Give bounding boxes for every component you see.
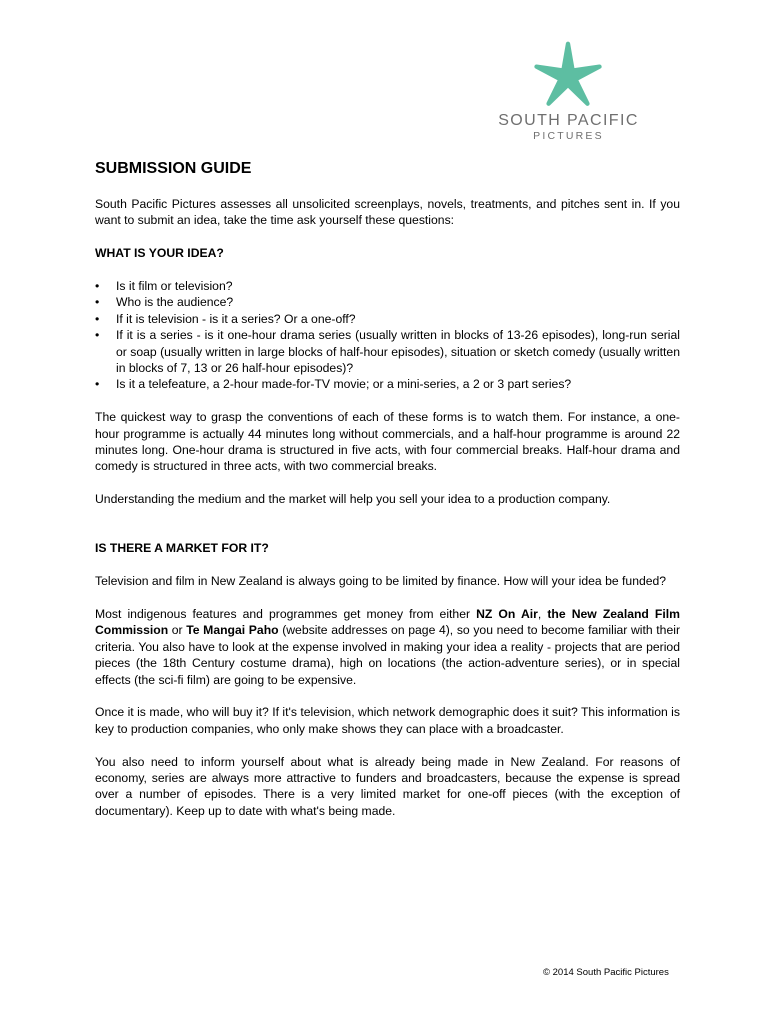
current-market-paragraph: You also need to inform yourself about what is already being made in New Zealand. For reasons of economy, series are always more attractive to funders and broadcasters, because the expense is spread over a number of episodes. There is a very limited market for one-off pieces (with the exception of documentary). Keep up to date with what's being made. <box>95 754 680 818</box>
page-title: SUBMISSION GUIDE <box>95 160 252 177</box>
finance-paragraph: Television and film in New Zealand is always going to be limited by finance. How will your idea be funded? <box>95 574 667 589</box>
funder-te-mangai-paho: Te Mangai Paho <box>186 623 279 638</box>
document-body <box>95 158 680 836</box>
medium-paragraph: Understanding the medium and the market will help you sell your idea to a production company. <box>95 492 611 507</box>
list-item: • If it is television - is it a series? Or a one-off? <box>95 311 356 326</box>
bullet-icon: • <box>95 328 100 343</box>
buyer-paragraph: Once it is made, who will buy it? If it's television, which network demographic does it suit? This information is key to production companies, who only make shows they can place with a broadcaster. <box>95 705 680 736</box>
funder-nz-on-air: NZ On Air <box>476 607 538 622</box>
logo-line-1: SOUTH PACIFIC <box>498 112 639 129</box>
bullet-icon: • <box>95 311 100 326</box>
conventions-paragraph: The quickest way to grasp the conventions of each of these forms is to watch them. For instance, a one-hour programme is actually 44 minutes long without commercials, and a half-hour programme is around 22 minutes long. One-hour drama is structured in five acts, with four commercial breaks. Half-hour drama and comedy is structured in three acts, with two commercial breaks. <box>95 410 680 474</box>
copyright-footer: © 2014 South Pacific Pictures <box>543 967 669 978</box>
company-logo <box>486 38 651 150</box>
bullet-icon: • <box>95 377 100 392</box>
list-item: • Is it film or television? <box>95 279 233 293</box>
list-item: • Who is the audience? <box>95 295 234 310</box>
question-list <box>95 278 680 393</box>
funding-paragraph: Most indigenous features and programmes get money from either NZ On Air, the New Zealand Film Commission or Te Mangai Paho (website addresses on page 4), so you need to become familiar with their criteria. You also have to look at the expense involved in making your idea a reality - projects that are period pieces (the 18th Century costume drama), high on locations (the action-adventure series), or in special effects (the sci-fi film) are going to be expensive. <box>95 607 680 687</box>
section-heading-market: IS THERE A MARKET FOR IT? <box>95 541 269 556</box>
bullet-icon: • <box>95 295 100 310</box>
bullet-icon: • <box>95 279 100 293</box>
section-heading-idea: WHAT IS YOUR IDEA? <box>95 246 224 261</box>
funder-film-commission: the New Zealand Film Commission <box>95 607 680 638</box>
list-item: • If it is a series - is it one-hour drama series (usually written in blocks of 13-26 episodes), long-run serial or soap (usually written in large blocks of half-hour episodes), situation or sketch comedy (usually written in blocks of 7, 13 or 26 half-hour episodes)? <box>95 328 680 376</box>
intro-paragraph: South Pacific Pictures assesses all unsolicited screenplays, novels, treatments, and pitches sent in. If you want to submit an idea, take the time ask yourself these questions: <box>95 197 680 228</box>
logo-line-2: PICTURES <box>533 130 604 142</box>
list-item: • Is it a telefeature, a 2-hour made-for-TV movie; or a mini-series, a 2 or 3 part series? <box>95 377 572 392</box>
starfish-icon <box>532 38 604 110</box>
